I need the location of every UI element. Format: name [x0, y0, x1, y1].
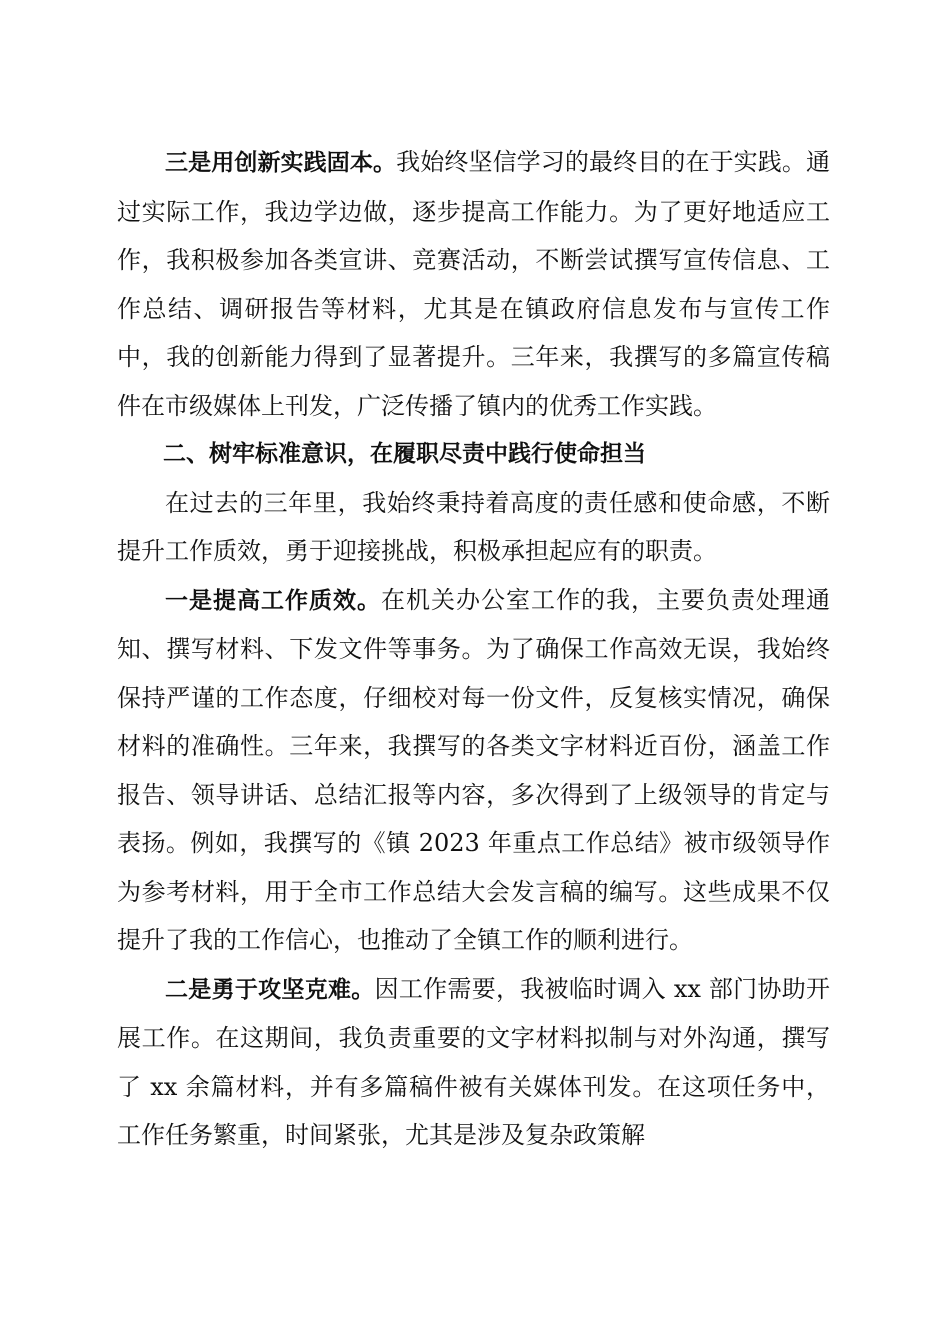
paragraph-innovation-practice — [117, 138, 830, 430]
paragraph-overcome-difficulties — [117, 965, 830, 1160]
paragraph-text: 在过去的三年里，我始终秉持着高度的责任感和使命感，不断提升工作质效，勇于迎接挑战，积极承担起应有的职责。 — [117, 488, 830, 565]
paragraph-lead: 一是提高工作质效。 — [165, 587, 381, 614]
paragraph-lead: 三是用创新实践固本。 — [165, 150, 397, 176]
paragraph-text: 因工作需要，我被临时调入 xx 部门协助开展工作。在这期间，我负责重要的文字材料拟制与对外沟通，撰写了 xx 余篇材料，并有多篇稿件被有关媒体刊发。在这项任务中，工作任务繁重，时间紧张，尤其是涉及复杂政策解 — [117, 974, 831, 1149]
paragraph-lead: 二是勇于攻坚克难。 — [165, 976, 375, 1003]
document-body — [117, 138, 830, 1160]
paragraph-section-intro — [117, 479, 830, 576]
paragraph-text: 在机关办公室工作的我，主要负责处理通知、撰写材料、下发文件等事务。为了确保工作高效无误，我始终保持严谨的工作态度，仔细校对每一份文件，反复核实情况，确保材料的准确性。三年来，我撰写的各类文字材料近百份，涵盖工作报告、领导讲话、总结汇报等内容，多次得到了上级领导的肯定与表扬。例如，我撰写的《镇 2023 年重点工作总结》被市级领导作为参考材料，用于全市工作总结大会发言稿的编写。这些成果不仅提升了我的工作信心，也推动了全镇工作的顺利进行。 — [117, 585, 830, 954]
paragraph-work-quality — [117, 576, 830, 965]
section-heading: 二、树牢标准意识，在履职尽责中践行使命担当 — [163, 441, 646, 467]
paragraph-text: 我始终坚信学习的最终目的在于实践。通过实际工作，我边学边做，逐步提高工作能力。为了更好地适应工作，我积极参加各类宣讲、竞赛活动，不断尝试撰写宣传信息、工作总结、调研报告等材料，尤其是在镇政府信息发布与宣传工作中，我的创新能力得到了显著提升。三年来，我撰写的多篇宣传稿件在市级媒体上刊发，广泛传播了镇内的优秀工作实践。 — [117, 148, 831, 420]
